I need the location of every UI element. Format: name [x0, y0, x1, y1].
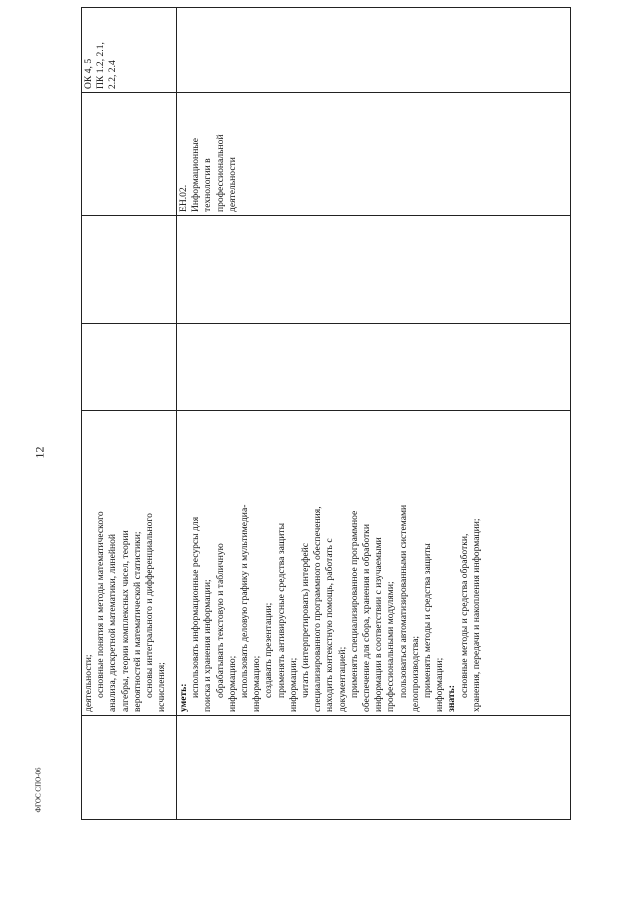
text-line: Информационные — [190, 137, 202, 212]
table-cell — [82, 93, 177, 216]
table-cell — [177, 324, 571, 411]
table-cell-codes — [82, 8, 177, 93]
text-line: обрабатывать текстовую и табличную — [214, 543, 226, 698]
text-line: ЕН.02. — [178, 184, 189, 212]
page-number: 12 — [32, 446, 47, 459]
table-cell — [177, 216, 571, 324]
text-line: информации; — [434, 657, 446, 712]
text-line: деятельности — [226, 157, 238, 212]
text-line: информацию; — [226, 655, 238, 712]
text-line: информации; — [287, 657, 299, 712]
table-cell — [177, 716, 571, 820]
text-line: читать (интерпретировать) интерфейс — [300, 542, 312, 698]
text-line: 2.2, 2.4 — [107, 60, 119, 89]
text-line: информации в соответствии с изучаемыми — [373, 537, 385, 712]
text-line: деятельности; — [83, 654, 94, 712]
text-line: делопроизводства; — [409, 635, 421, 712]
text-line: вероятностей и математической статистики; — [131, 531, 143, 712]
table-cell — [82, 324, 177, 411]
table-cell — [82, 216, 177, 324]
text-line: специализированного программного обеспечения, — [312, 506, 324, 712]
text-line: исчисления; — [156, 662, 168, 712]
text-line: знать: — [446, 685, 458, 712]
text-line: уметь: — [178, 683, 189, 712]
text-line: основы интегрального и дифференциального — [144, 513, 156, 698]
text-line: ПК 1.2, 2.1, — [95, 42, 107, 89]
text-line: алгебры, теории комплексных чисел, теории — [119, 530, 131, 712]
text-line: использовать деловую графику и мультимедиа- — [239, 504, 251, 698]
text-line: основные методы и средства обработки, — [458, 533, 470, 698]
text-line: использовать информационные ресурсы для — [190, 516, 202, 698]
text-line: технологии в — [202, 158, 214, 212]
text-line: документацией; — [336, 646, 348, 712]
competency-table — [81, 7, 571, 820]
text-line: профессиональной — [214, 134, 226, 212]
text-line: находить контекстную помощь, работать с — [324, 538, 336, 712]
text-line: обеспечение для сбора, хранения и обработки — [361, 524, 373, 712]
text-line: информацию; — [251, 655, 263, 712]
table-cell — [82, 716, 177, 820]
text-line: применять антивирусные средства защиты — [275, 522, 287, 698]
text-line: применять методы и средства защиты — [422, 543, 434, 698]
table-cell-description — [82, 411, 177, 716]
text-line: создавать презентации; — [263, 602, 275, 698]
text-line: ОК 4, 5 — [83, 58, 94, 89]
table-cell — [177, 8, 571, 93]
text-line: применять специализированное программное — [348, 510, 360, 698]
text-line: пользоваться автоматизированными системами — [397, 504, 409, 698]
text-line: хранения, передачи и накопления информации; — [470, 518, 482, 712]
table-cell-description — [177, 411, 571, 716]
text-line: профессиональными модулями; — [385, 581, 397, 712]
rotated-table-container — [81, 42, 571, 820]
text-line: анализа, дискретной математики, линейной — [107, 533, 119, 712]
footer-code: ФГОС СПО-06 — [34, 767, 43, 813]
text-line: основные понятия и методы математического — [95, 511, 107, 698]
table-row-1 — [82, 8, 177, 820]
table-row-2 — [177, 8, 571, 820]
text-line: поиска и хранения информации; — [202, 579, 214, 712]
table-cell-discipline — [177, 93, 571, 216]
